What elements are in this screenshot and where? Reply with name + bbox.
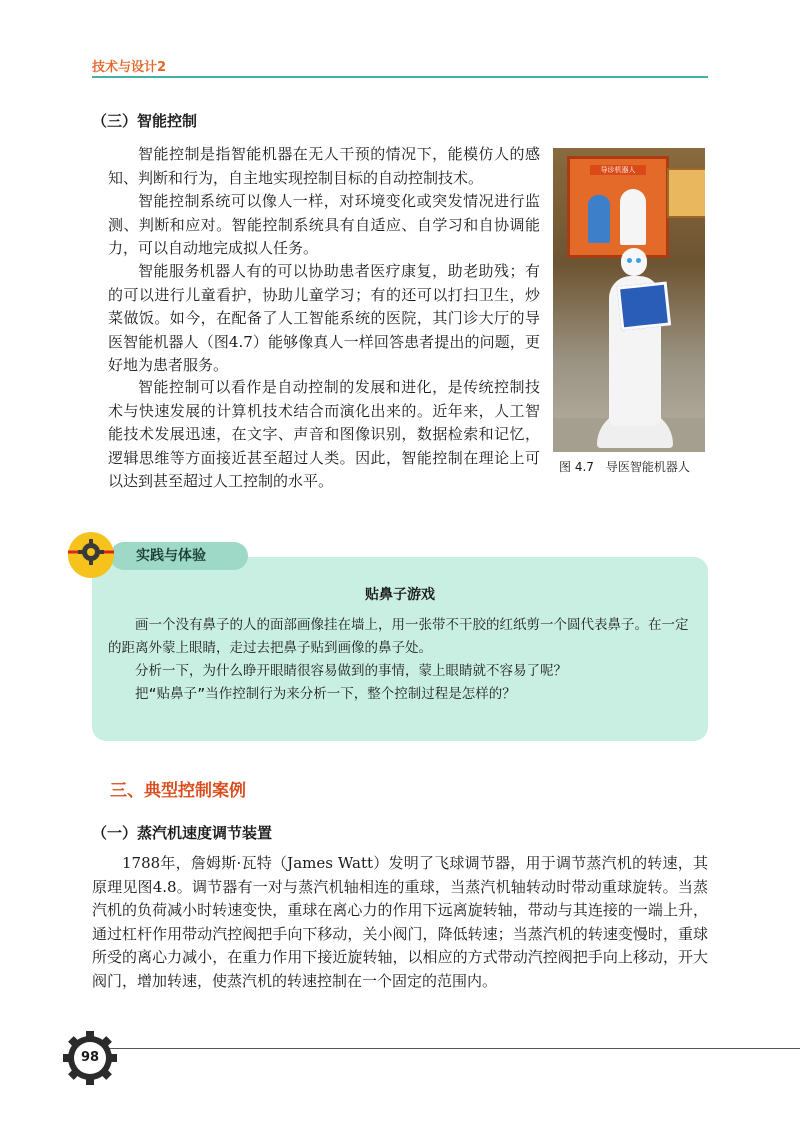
practice-gear-icon — [66, 530, 116, 580]
practice-paragraph-1: 画一个没有鼻子的人的面部画像挂在墙上，用一张带不干胶的红纸剪一个圆代表鼻子。在一定的距离外蒙上眼睛，走过去把鼻子贴到画像的鼻子处。 — [108, 617, 689, 656]
subheading-steam-engine: （一）蒸汽机速度调节装置 — [92, 824, 273, 842]
wall-sign — [667, 168, 705, 218]
figure-number: 图 4.7 — [559, 460, 594, 474]
robot-photo — [553, 148, 705, 452]
practice-paragraph-2: 分析一下，为什么睁开眼睛很容易做到的事情，蒙上眼睛就不容易了呢？ — [135, 663, 567, 679]
footer-rule — [108, 1048, 800, 1049]
figure-caption — [559, 458, 702, 475]
section-heading-cases: 三、典型控制案例 — [110, 781, 246, 801]
practice-tab: 实践与体验 — [110, 542, 248, 570]
robot-screen — [617, 282, 671, 331]
practice-title: 贴鼻子游戏 — [365, 587, 435, 603]
paragraph-evolution: 智能控制可以看作是自动控制的发展和进化，是传统控制技术与快速发展的计算机技术结合而演化出来的。近年来，人工智能技术发展迅速，在文字、声音和图像识别，数据检索和记忆，逻辑思维等方面接近甚至超过人类。因此，智能控制在理论上可以达到甚至超过人工控制的水平。 — [108, 378, 540, 491]
book-title: 技术与设计2 — [92, 60, 167, 75]
page-number: 98 — [80, 1050, 100, 1065]
poster — [567, 156, 669, 258]
section-heading-intelligent-control: （三）智能控制 — [92, 112, 198, 130]
header-rule — [92, 76, 708, 78]
poster-title: 导诊机器人 — [590, 165, 646, 175]
figure-caption-text: 导医智能机器人 — [605, 460, 690, 474]
practice-paragraph-3: 把“贴鼻子”当作控制行为来分析一下，整个控制过程是怎样的？ — [135, 686, 516, 702]
paragraph-steam-engine: 1788年，詹姆斯·瓦特（James Watt）发明了飞球调节器，用于调节蒸汽机的转速，其原理见图4.8。调节器有一对与蒸汽机轴相连的重球，当蒸汽机轴转动时带动重球旋转。当蒸汽机的负荷减小时转速变快，重球在离心力的作用下远离旋转轴，带动与其连接的一端上升，通过杠杆作用带动汽控阀把手向下移动，关小阀门，降低转速；当蒸汽机的转速变慢时，重球所受的离心力减小，在重力作用下接近旋转轴，以相应的方式带动汽控阀把手向上移动，开大阀门，增加转速，使蒸汽机的转速控制在一个固定的范围内。 — [92, 854, 708, 990]
paragraph-definition: 智能控制是指智能机器在无人干预的情况下，能模仿人的感知、判断和行为，自主地实现控制目标的自动控制技术。 — [108, 145, 540, 187]
paragraph-system: 智能控制系统可以像人一样，对环境变化或突发情况进行监测、判断和应对。智能控制系统具有自适应、自学习和自协调能力，可以自动地完成拟人任务。 — [108, 192, 540, 258]
robot-head — [621, 248, 647, 276]
paragraph-service-robots: 智能服务机器人有的可以协助患者医疗康复，助老助残；有的可以进行儿童看护，协助儿童学习；有的还可以打扫卫生，炒菜做饭。如今，在配备了人工智能系统的医院，其门诊大厅的导医智能机器人（图4.7）能够像真人一样回答患者提出的问题，更好地为患者服务。 — [108, 262, 540, 375]
